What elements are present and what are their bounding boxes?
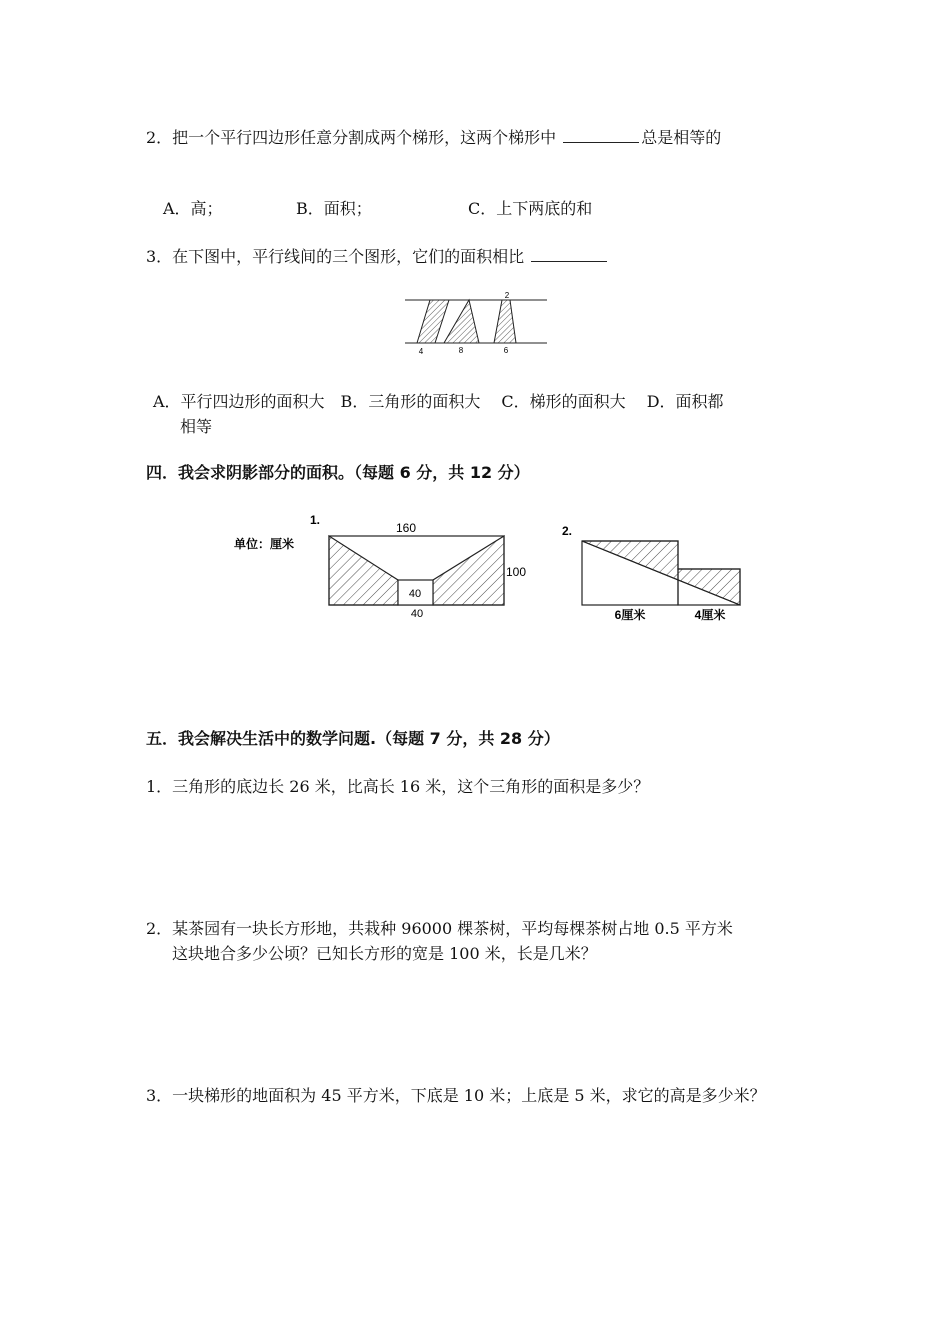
- question-2-text: 2．把一个平行四边形任意分割成两个梯形，这两个梯形中: [146, 128, 557, 147]
- trapezoid-shape: [494, 300, 516, 343]
- right-shaded-region: [433, 536, 504, 605]
- answer-blank[interactable]: [531, 247, 607, 262]
- label-trapezoid-base: 6: [503, 346, 509, 355]
- label-160: 160: [395, 521, 417, 535]
- answer-blank[interactable]: [563, 128, 639, 143]
- label-top: 2: [504, 291, 510, 300]
- parallel-lines-figure: [400, 288, 550, 358]
- label-parallelogram-base: 4: [418, 347, 424, 356]
- label-bottom-40: 40: [410, 608, 424, 620]
- label-100: 100: [506, 565, 527, 579]
- question-2-option-b: B．面积；: [296, 199, 372, 218]
- question-3-options-cont: 相等: [180, 417, 213, 436]
- problem-2: 2．某茶园有一块长方形地，共栽种 96000 棵茶树，平均每棵茶树占地 0.5 平方米: [146, 919, 733, 938]
- figure-2-number: 2.: [562, 524, 573, 538]
- triangle-shape: [444, 300, 479, 343]
- label-triangle-base: 8: [458, 346, 464, 355]
- label-4cm: 4厘米: [694, 608, 726, 622]
- problem-2-cont: 这块地合多少公顷？已知长方形的宽是 100 米，长是几米？: [172, 944, 597, 963]
- question-2-option-c: C．上下两底的和: [468, 199, 593, 218]
- problem-3: 3．一块梯形的地面积为 45 平方米，下底是 10 米；上底是 5 米，求它的高是多少米？: [146, 1086, 766, 1105]
- parallelogram-shape: [417, 300, 449, 343]
- section-4-heading: 四．我会求阴影部分的面积。（每题 6 分，共 12 分）: [146, 463, 530, 482]
- shaded-figure-1: [230, 510, 550, 625]
- shaded-figure-2: [558, 515, 748, 625]
- question-3-options: A．平行四边形的面积大 B．三角形的面积大 C．梯形的面积大 D．面积都: [153, 392, 724, 411]
- question-2-option-a: A．高；: [163, 199, 223, 218]
- question-3: [146, 247, 609, 267]
- left-shaded-region: [329, 536, 398, 605]
- label-inner-40: 40: [408, 588, 422, 600]
- section-5-heading: 五．我会解决生活中的数学问题.（每题 7 分，共 28 分）: [146, 729, 560, 748]
- unit-label: 单位：厘米: [234, 537, 295, 551]
- problem-1: 1．三角形的底边长 26 米，比高长 16 米，这个三角形的面积是多少？: [146, 777, 650, 796]
- label-6cm: 6厘米: [614, 608, 646, 622]
- figure-1-number: 1.: [310, 513, 321, 527]
- question-2-text-end: 总是相等的: [641, 128, 722, 147]
- question-2: [146, 128, 721, 148]
- question-3-text: 3．在下图中，平行线间的三个图形，它们的面积相比: [146, 247, 525, 266]
